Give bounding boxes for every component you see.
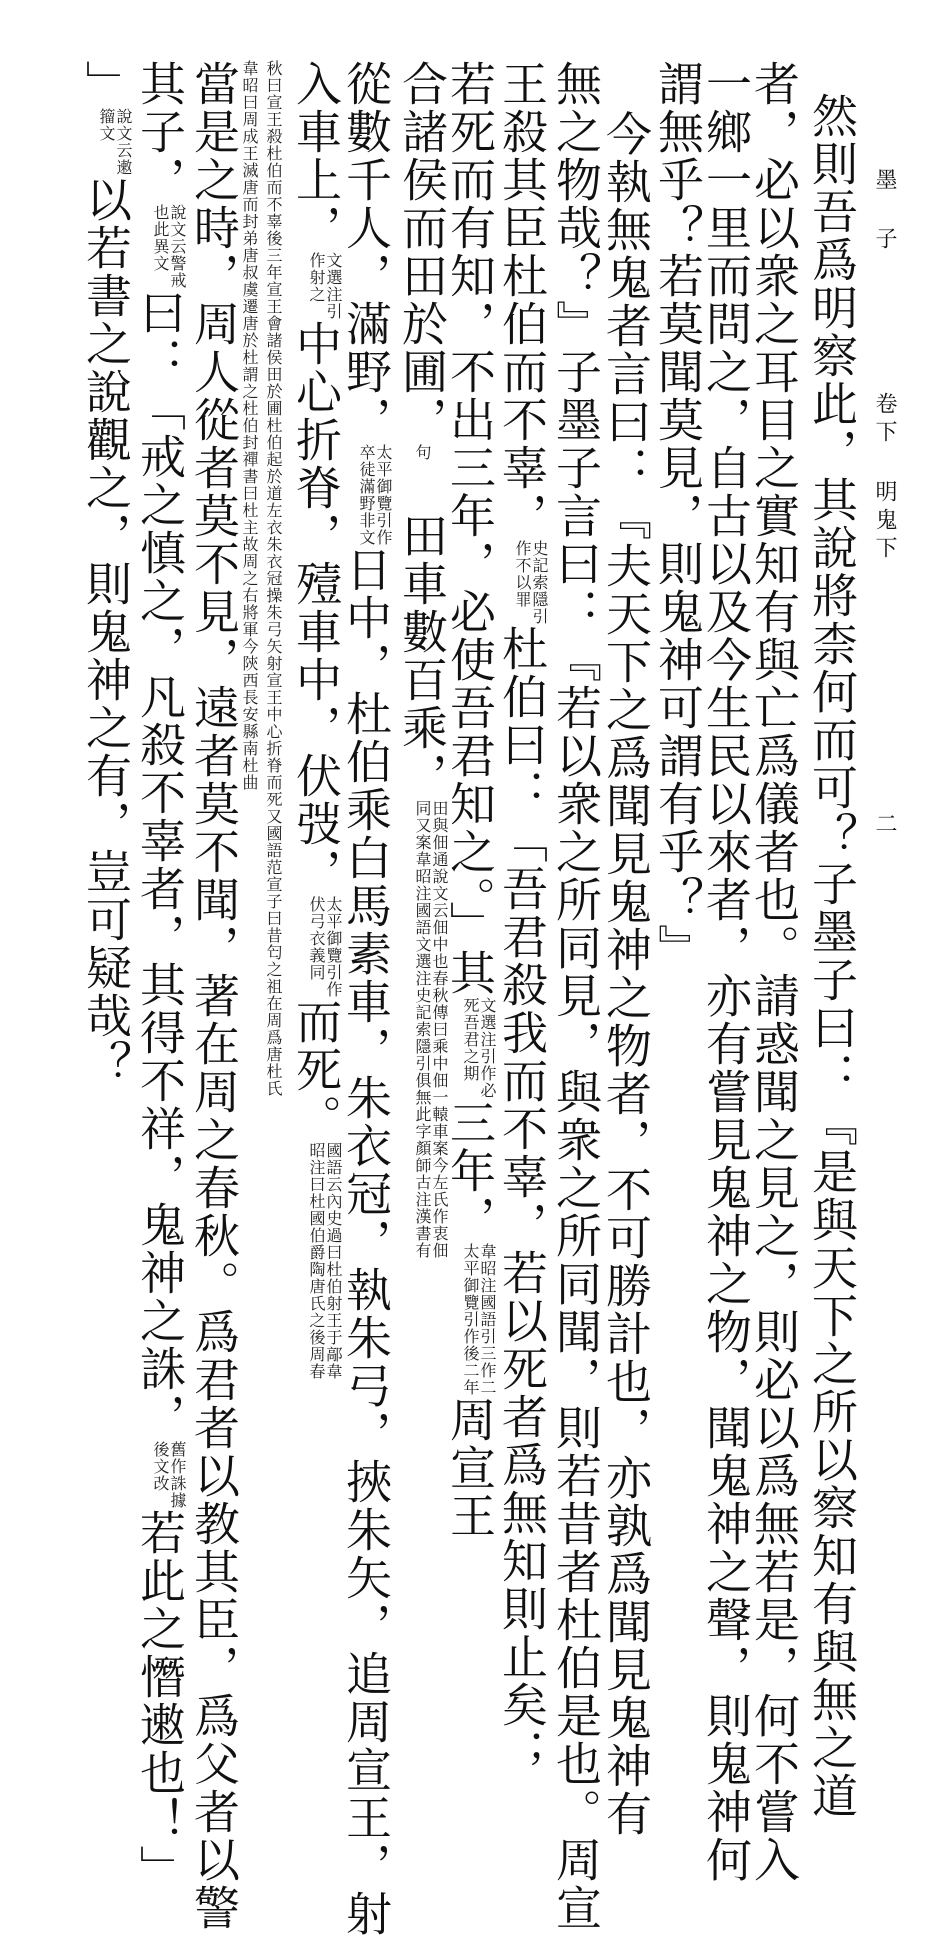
inline-annotation: 史記索隱引作不以罪 xyxy=(513,540,549,625)
inline-annotation: 韋昭注國語引三作二太平御覽引作後二年 xyxy=(461,1243,497,1396)
text-column xyxy=(339,60,393,1938)
inline-annotation: 說文云遫籀文 xyxy=(97,108,133,176)
text-column: 無之物哉？』子墨子言曰：『若以衆之所同見，與衆之所同聞，則若昔者杜伯是也。周宣 xyxy=(549,60,603,1932)
text-column xyxy=(133,60,187,1893)
text-column xyxy=(495,60,549,1777)
page-number: 二 xyxy=(872,812,897,840)
main-text-segment: 曰：「戒之慎之，凡殺不辜者，其得不祥，鬼神之誅， xyxy=(133,289,187,1441)
main-text-segment: 以若書之說觀之，則鬼神之有，豈可疑哉？ xyxy=(79,176,133,1088)
text-column: 者，必以衆之耳目之實知有與亡爲儀者也。請惑聞之見之，則必以爲無若是，何不嘗入 xyxy=(747,60,801,1884)
inline-annotation: 句 xyxy=(413,444,432,461)
text-column xyxy=(443,60,497,1540)
main-text-segment: 杜伯曰：「吾君殺我而不辜，若以死者爲無知則止矣； xyxy=(495,625,549,1777)
main-text-segment: 三年， xyxy=(443,1099,497,1243)
inline-annotation: 田與佃通說文云佃中也春秋傳曰乘中佃一轅車案今左氏作衷佃同又案韋昭注國語文選注史記索隱引俱無此字顏師古注漢書有 xyxy=(413,800,449,1259)
annotation-column: 秋曰宣王殺杜伯而不辜後三年宣王會諸侯田於圃杜伯起於道左衣朱衣冠操朱弓矢射宣王中心折脊而死又國語范宣子曰昔匄之祖在周爲唐杜氏 xyxy=(264,60,283,1097)
text-column: 一鄉一里而問之，自古以及今生民以來者，亦有嘗見鬼神之物，聞鬼神之聲，則鬼神何 xyxy=(699,60,753,1884)
book-title: 墨 子 xyxy=(872,168,897,255)
inline-annotation: 文選注引作射之 xyxy=(307,252,343,320)
main-text-segment: 入車上， xyxy=(289,60,343,252)
chapter-label: 明鬼下 xyxy=(872,480,897,564)
text-column xyxy=(286,60,342,1385)
main-text-segment: 日中，杜伯乘白馬素車，朱衣冠，執朱弓，挾朱矢，追周宣王，射 xyxy=(339,546,393,1938)
main-text-segment: 若此之憯遫也！」 xyxy=(133,1509,187,1893)
inline-annotation: 太平御覽引作伏弓衣義同 xyxy=(307,896,343,998)
inline-annotation: 說文云警戒也此異文 xyxy=(151,204,187,289)
main-text-segment: 王殺其臣杜伯而不辜， xyxy=(495,60,549,540)
text-column xyxy=(80,60,132,1385)
main-text-segment: 合諸侯而田於圃， xyxy=(395,60,449,444)
main-text-segment: 當是之時，周人從者莫不見，遠者莫不聞，著在周之春秋。爲君者以教其臣，爲父者以警 xyxy=(187,60,241,1932)
inline-annotation: 文選注引作必死吾君之期 xyxy=(461,997,497,1099)
main-text-segment: 周宣王 xyxy=(443,1396,497,1540)
main-text-segment: 田車數百乘， xyxy=(395,512,449,800)
text-column: 謂無乎？若莫聞莫見，則鬼神可謂有乎？』 xyxy=(651,60,705,972)
main-text-segment: 若死而有知，不出三年，必使吾君知之。」其 xyxy=(443,60,497,997)
text-column: 然則吾爲明察此，其說將柰何而可？子墨子曰：『是與天下之所以察知有與無之道 xyxy=(805,92,859,1820)
text-column: 今執無鬼者言曰：『夫天下之爲聞見鬼神之物者，不可勝計也，亦孰爲聞見鬼神有 xyxy=(599,110,653,1838)
main-text-segment: 中心折脊，殪車中，伏弢， xyxy=(289,320,343,896)
main-text-segment: 從數千人，滿野， xyxy=(339,60,393,444)
inline-annotation: 國語云內史過曰杜伯射王于鄗韋昭注曰杜國伯爵陶唐氏之後周春 xyxy=(307,1142,343,1380)
volume-label: 卷下 xyxy=(872,392,897,448)
annotation-column: 韋昭曰周成王滅唐而封弟唐叔虞遷唐於杜謂之杜伯封禪書曰杜主故周之右將軍今陝西長安縣南杜曲 xyxy=(240,60,259,791)
main-text-segment: 而死。 xyxy=(289,998,343,1142)
inline-annotation: 太平御覽引作卒徒滿野非文 xyxy=(357,444,393,546)
text-column xyxy=(392,60,448,1385)
text-column xyxy=(186,60,241,1932)
main-text-segment: 」 xyxy=(79,60,133,108)
inline-annotation: 舊作誅據後文改 xyxy=(151,1441,187,1509)
main-text-segment: 其子， xyxy=(133,60,187,204)
